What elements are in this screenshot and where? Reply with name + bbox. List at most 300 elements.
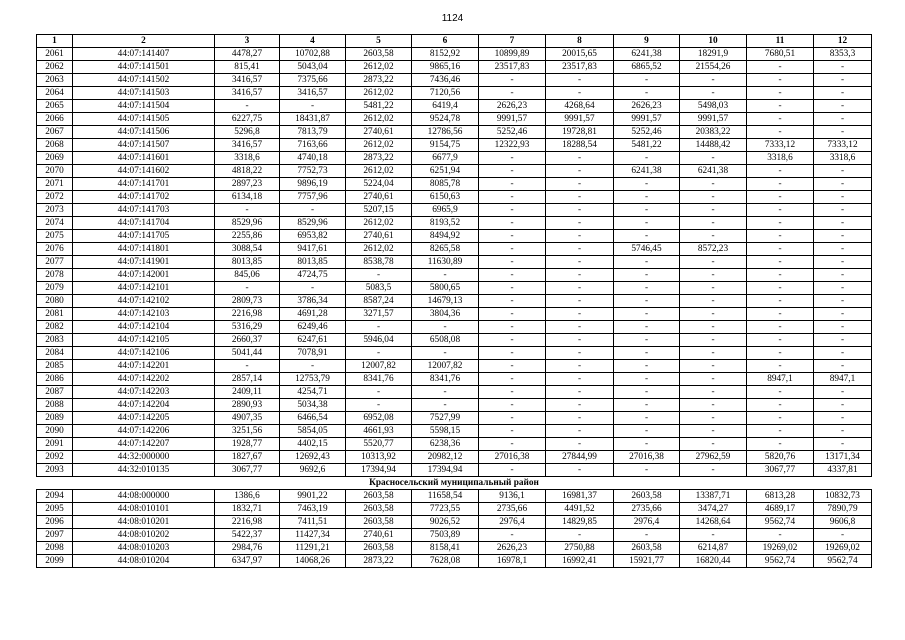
table-cell: 44:07:141703	[73, 204, 215, 217]
table-row	[37, 243, 872, 256]
table-cell: 7078,91	[280, 347, 346, 360]
table-cell: -	[479, 191, 546, 204]
table-cell: -	[479, 217, 546, 230]
table-cell: 9901,22	[280, 490, 346, 503]
table-cell: 2603,58	[346, 516, 412, 529]
table-cell: -	[412, 321, 479, 334]
table-cell: 5207,15	[346, 204, 412, 217]
table-cell: 2077	[37, 256, 73, 269]
table-cell: 44:07:141505	[73, 113, 215, 126]
table-cell: 2093	[37, 464, 73, 477]
table-cell: 8013,85	[280, 256, 346, 269]
table-cell: 2603,58	[346, 490, 412, 503]
table-cell: 2062	[37, 61, 73, 74]
table-cell: 2612,02	[346, 165, 412, 178]
table-cell: 7503,89	[412, 529, 479, 542]
table-row	[37, 204, 872, 217]
table-cell: 7333,12	[814, 139, 872, 152]
table-cell: 2073	[37, 204, 73, 217]
table-row	[37, 126, 872, 139]
table-cell: 11630,89	[412, 256, 479, 269]
table-cell: 10702,88	[280, 48, 346, 61]
table-cell: 2098	[37, 542, 73, 555]
table-cell: -	[814, 191, 872, 204]
table-cell: -	[814, 256, 872, 269]
table-cell: 12692,43	[280, 451, 346, 464]
table-cell: 11427,34	[280, 529, 346, 542]
table-row	[37, 165, 872, 178]
table-cell: -	[747, 191, 814, 204]
table-cell: 2072	[37, 191, 73, 204]
table-cell: 2984,76	[215, 542, 280, 555]
table-row	[37, 269, 872, 282]
table-cell: 44:07:142105	[73, 334, 215, 347]
table-cell: 23517,83	[546, 61, 614, 74]
table-cell: -	[479, 74, 546, 87]
column-header: 2	[73, 35, 215, 48]
table-cell: 2216,98	[215, 516, 280, 529]
table-row	[37, 516, 872, 529]
table-cell: -	[546, 230, 614, 243]
table-cell: -	[680, 74, 747, 87]
table-cell: 2626,23	[614, 100, 680, 113]
table-row	[37, 464, 872, 477]
table-cell: 2740,61	[346, 230, 412, 243]
table-cell: -	[680, 399, 747, 412]
table-cell: 3251,56	[215, 425, 280, 438]
table-cell: 2603,58	[346, 48, 412, 61]
table-cell: -	[614, 412, 680, 425]
table-cell: 9991,57	[614, 113, 680, 126]
table-cell: 27962,59	[680, 451, 747, 464]
table-cell: 14268,64	[680, 516, 747, 529]
table-cell: -	[747, 87, 814, 100]
table-cell: -	[614, 399, 680, 412]
table-cell: 6227,75	[215, 113, 280, 126]
table-cell: 8013,85	[215, 256, 280, 269]
table-row	[37, 399, 872, 412]
table-cell: 4724,75	[280, 269, 346, 282]
table-cell: 2078	[37, 269, 73, 282]
table-cell: 6150,63	[412, 191, 479, 204]
table-cell: -	[412, 269, 479, 282]
table-cell: 44:07:142101	[73, 282, 215, 295]
table-cell: 44:07:142206	[73, 425, 215, 438]
table-cell: -	[546, 360, 614, 373]
table-cell: -	[546, 321, 614, 334]
table-cell: 44:08:010204	[73, 555, 215, 568]
section-title: Красносельский муниципальный район	[37, 477, 872, 490]
table-cell: -	[814, 438, 872, 451]
table-cell: 2084	[37, 347, 73, 360]
table-cell: -	[814, 243, 872, 256]
table-cell: 12007,82	[412, 360, 479, 373]
table-cell: 17394,94	[346, 464, 412, 477]
table-cell: 8152,92	[412, 48, 479, 61]
table-cell: -	[280, 100, 346, 113]
table-cell: 2873,22	[346, 74, 412, 87]
table-cell: 44:07:142203	[73, 386, 215, 399]
column-header: 8	[546, 35, 614, 48]
table-cell: -	[680, 295, 747, 308]
table-cell: 8341,76	[412, 373, 479, 386]
table-cell: 2063	[37, 74, 73, 87]
table-cell: 2099	[37, 555, 73, 568]
column-header: 7	[479, 35, 546, 48]
table-cell: -	[814, 126, 872, 139]
table-cell: 3804,36	[412, 308, 479, 321]
table-cell: -	[479, 438, 546, 451]
table-cell: 6134,18	[215, 191, 280, 204]
table-cell: 2603,58	[614, 542, 680, 555]
table-cell: 7628,08	[412, 555, 479, 568]
table-cell: 20982,12	[412, 451, 479, 464]
table-cell: 3416,57	[280, 87, 346, 100]
table-cell: 13171,34	[814, 451, 872, 464]
table-cell: 2094	[37, 490, 73, 503]
table-cell: -	[546, 308, 614, 321]
table-cell: -	[747, 347, 814, 360]
table-row	[37, 386, 872, 399]
table-cell: 44:07:141506	[73, 126, 215, 139]
table-row	[37, 48, 872, 61]
table-cell: 2626,23	[479, 100, 546, 113]
table-cell: 8538,78	[346, 256, 412, 269]
table-cell: -	[215, 100, 280, 113]
table-cell: 9136,1	[479, 490, 546, 503]
table-cell: 6251,94	[412, 165, 479, 178]
table-cell: 1928,77	[215, 438, 280, 451]
table-row	[37, 295, 872, 308]
table-cell: 2079	[37, 282, 73, 295]
table-cell: 44:08:010203	[73, 542, 215, 555]
table-cell: -	[346, 269, 412, 282]
table-row	[37, 74, 872, 87]
table-row	[37, 412, 872, 425]
table-cell: -	[680, 334, 747, 347]
column-header: 3	[215, 35, 280, 48]
table-cell: -	[614, 425, 680, 438]
table-cell: 10832,73	[814, 490, 872, 503]
table-cell: -	[479, 425, 546, 438]
table-cell: 6247,61	[280, 334, 346, 347]
section-row	[37, 477, 872, 490]
table-cell: -	[747, 399, 814, 412]
table-cell: 2083	[37, 334, 73, 347]
table-cell: 19269,02	[747, 542, 814, 555]
table-cell: -	[814, 308, 872, 321]
table-cell: -	[747, 269, 814, 282]
table-cell: -	[479, 165, 546, 178]
table-row	[37, 230, 872, 243]
table-cell: -	[814, 347, 872, 360]
table-cell: -	[546, 386, 614, 399]
table-cell: -	[546, 191, 614, 204]
table-cell: 8587,24	[346, 295, 412, 308]
table-cell: 44:07:142202	[73, 373, 215, 386]
table-cell: 2976,4	[479, 516, 546, 529]
table-cell: 9562,74	[747, 516, 814, 529]
table-cell: -	[814, 360, 872, 373]
table-cell: 3318,6	[814, 152, 872, 165]
table-cell: 6508,08	[412, 334, 479, 347]
table-cell: 5520,77	[346, 438, 412, 451]
table-row	[37, 542, 872, 555]
table-cell: -	[747, 529, 814, 542]
table-cell: -	[747, 217, 814, 230]
table-cell: -	[614, 347, 680, 360]
table-cell: -	[747, 243, 814, 256]
table-cell: 6214,87	[680, 542, 747, 555]
table-cell: 27016,38	[614, 451, 680, 464]
table-cell: 4689,17	[747, 503, 814, 516]
table-cell: 44:07:141407	[73, 48, 215, 61]
table-cell: 5252,46	[479, 126, 546, 139]
table-cell: -	[479, 334, 546, 347]
table-cell: -	[479, 87, 546, 100]
table-cell: 8353,3	[814, 48, 872, 61]
table-cell: -	[546, 347, 614, 360]
table-cell: 8947,1	[814, 373, 872, 386]
table-cell: -	[614, 230, 680, 243]
table-cell: 815,41	[215, 61, 280, 74]
table-cell: 2735,66	[479, 503, 546, 516]
table-cell: 44:07:141504	[73, 100, 215, 113]
table-cell: 3271,57	[346, 308, 412, 321]
table-cell: -	[546, 334, 614, 347]
table-cell: -	[546, 269, 614, 282]
table-cell: 8085,78	[412, 178, 479, 191]
table-cell: 6813,28	[747, 490, 814, 503]
table-cell: -	[614, 152, 680, 165]
column-header: 5	[346, 35, 412, 48]
table-cell: 14679,13	[412, 295, 479, 308]
table-cell: 6347,97	[215, 555, 280, 568]
table-cell: 14829,85	[546, 516, 614, 529]
table-cell: 20383,22	[680, 126, 747, 139]
table-cell: -	[747, 204, 814, 217]
table-cell: 2612,02	[346, 243, 412, 256]
table-cell: -	[546, 399, 614, 412]
table-cell: -	[546, 373, 614, 386]
table-cell: -	[747, 126, 814, 139]
table-cell: -	[614, 295, 680, 308]
table-cell: -	[479, 399, 546, 412]
table-cell: 2076	[37, 243, 73, 256]
table-cell: 4907,35	[215, 412, 280, 425]
table-cell: 5043,04	[280, 61, 346, 74]
table-cell: 5481,22	[346, 100, 412, 113]
table-cell: 9865,16	[412, 61, 479, 74]
table-cell: -	[814, 87, 872, 100]
table-cell: -	[680, 529, 747, 542]
table-cell: 2660,37	[215, 334, 280, 347]
table-cell: 5252,46	[614, 126, 680, 139]
table-cell: 1832,71	[215, 503, 280, 516]
table-row	[37, 438, 872, 451]
table-cell: 44:07:142104	[73, 321, 215, 334]
table-cell: 8947,1	[747, 373, 814, 386]
table-row	[37, 178, 872, 191]
table-cell: 845,06	[215, 269, 280, 282]
table-cell: -	[546, 282, 614, 295]
table-cell: -	[280, 282, 346, 295]
table-cell: -	[346, 386, 412, 399]
table-cell: -	[280, 360, 346, 373]
table-cell: -	[614, 321, 680, 334]
table-cell: -	[747, 412, 814, 425]
table-cell: -	[747, 230, 814, 243]
table-cell: 27016,38	[479, 451, 546, 464]
table-cell: -	[814, 61, 872, 74]
table-cell: -	[814, 425, 872, 438]
table-cell: -	[680, 386, 747, 399]
table-cell: 3474,27	[680, 503, 747, 516]
table-cell: 44:07:142102	[73, 295, 215, 308]
table-cell: 9026,52	[412, 516, 479, 529]
table-cell: -	[680, 191, 747, 204]
table-cell: 5224,04	[346, 178, 412, 191]
table-cell: 5820,76	[747, 451, 814, 464]
table-cell: 7411,51	[280, 516, 346, 529]
table-cell: -	[614, 334, 680, 347]
table-cell: 5296,8	[215, 126, 280, 139]
table-cell: -	[412, 399, 479, 412]
table-cell: -	[814, 269, 872, 282]
table-row	[37, 100, 872, 113]
table-cell: 8529,96	[215, 217, 280, 230]
table-cell: -	[814, 412, 872, 425]
table-cell: 44:07:142106	[73, 347, 215, 360]
table-cell: -	[546, 256, 614, 269]
table-cell: 7890,79	[814, 503, 872, 516]
table-cell: 19269,02	[814, 542, 872, 555]
table-row	[37, 425, 872, 438]
table-cell: 4268,64	[546, 100, 614, 113]
page-number: 1124	[441, 13, 464, 24]
table-cell: 2626,23	[479, 542, 546, 555]
table-cell: 2088	[37, 399, 73, 412]
table-row	[37, 191, 872, 204]
table-cell: -	[479, 464, 546, 477]
table-cell: 6865,52	[614, 61, 680, 74]
table-cell: 7723,55	[412, 503, 479, 516]
table-cell: -	[747, 74, 814, 87]
table-cell: 44:07:141507	[73, 139, 215, 152]
table-cell: 9562,74	[814, 555, 872, 568]
table-cell: 6965,9	[412, 204, 479, 217]
table-cell: -	[614, 308, 680, 321]
table-cell: 5316,29	[215, 321, 280, 334]
table-cell: -	[346, 347, 412, 360]
table-cell: 44:08:000000	[73, 490, 215, 503]
column-header: 6	[412, 35, 479, 48]
table-cell: -	[814, 74, 872, 87]
table-cell: 2873,22	[346, 555, 412, 568]
table-cell: 2612,02	[346, 139, 412, 152]
table-cell: -	[614, 204, 680, 217]
table-cell: -	[747, 438, 814, 451]
table-cell: 21554,26	[680, 61, 747, 74]
table-cell: -	[614, 438, 680, 451]
table-cell: 2061	[37, 48, 73, 61]
table-cell: -	[747, 321, 814, 334]
table-cell: 6241,38	[614, 48, 680, 61]
table-cell: 44:07:142205	[73, 412, 215, 425]
table-cell: 44:08:010202	[73, 529, 215, 542]
table-cell: -	[479, 360, 546, 373]
table-cell: -	[814, 282, 872, 295]
table-cell: 44:07:141701	[73, 178, 215, 191]
table-cell: 2082	[37, 321, 73, 334]
column-header: 12	[814, 35, 872, 48]
table-cell: -	[215, 282, 280, 295]
table-cell: -	[680, 282, 747, 295]
table-cell: 16978,1	[479, 555, 546, 568]
table-cell: -	[680, 360, 747, 373]
table-cell: 8158,41	[412, 542, 479, 555]
table-row	[37, 529, 872, 542]
table-cell: 2612,02	[346, 61, 412, 74]
table-cell: 2612,02	[346, 217, 412, 230]
table-cell: 18288,54	[546, 139, 614, 152]
table-cell: 9896,19	[280, 178, 346, 191]
table-cell: 5083,5	[346, 282, 412, 295]
table-cell: -	[546, 243, 614, 256]
table-cell: -	[680, 178, 747, 191]
table-cell: 7463,19	[280, 503, 346, 516]
table-cell: 9991,57	[546, 113, 614, 126]
table-cell: 9991,57	[479, 113, 546, 126]
column-header: 10	[680, 35, 747, 48]
table-cell: -	[546, 74, 614, 87]
table-cell: 7680,51	[747, 48, 814, 61]
table-cell: 44:32:010135	[73, 464, 215, 477]
table-cell: -	[814, 321, 872, 334]
table-cell: -	[479, 308, 546, 321]
table-cell: 2065	[37, 100, 73, 113]
table-cell: -	[680, 230, 747, 243]
table-cell: -	[479, 282, 546, 295]
table-cell: 9524,78	[412, 113, 479, 126]
table-cell: 9692,6	[280, 464, 346, 477]
table-cell: 2074	[37, 217, 73, 230]
table-cell: 2071	[37, 178, 73, 191]
table-cell: 2216,98	[215, 308, 280, 321]
table-cell: -	[412, 347, 479, 360]
table-cell: 44:07:141704	[73, 217, 215, 230]
table-cell: 2890,93	[215, 399, 280, 412]
table-cell: 8341,76	[346, 373, 412, 386]
table-cell: 12786,56	[412, 126, 479, 139]
table-cell: -	[346, 399, 412, 412]
table-cell: 4818,22	[215, 165, 280, 178]
table-cell: 18291,9	[680, 48, 747, 61]
table-cell: 2612,02	[346, 113, 412, 126]
table-cell: -	[747, 425, 814, 438]
table-cell: 2089	[37, 412, 73, 425]
data-table	[36, 34, 872, 568]
table-row	[37, 490, 872, 503]
table-cell: 8193,52	[412, 217, 479, 230]
table-cell: 44:07:142001	[73, 269, 215, 282]
table-cell: 3416,57	[215, 139, 280, 152]
table-row	[37, 61, 872, 74]
table-cell: -	[814, 204, 872, 217]
table-cell: -	[412, 386, 479, 399]
table-cell: 2603,58	[614, 490, 680, 503]
table-cell: 5598,15	[412, 425, 479, 438]
